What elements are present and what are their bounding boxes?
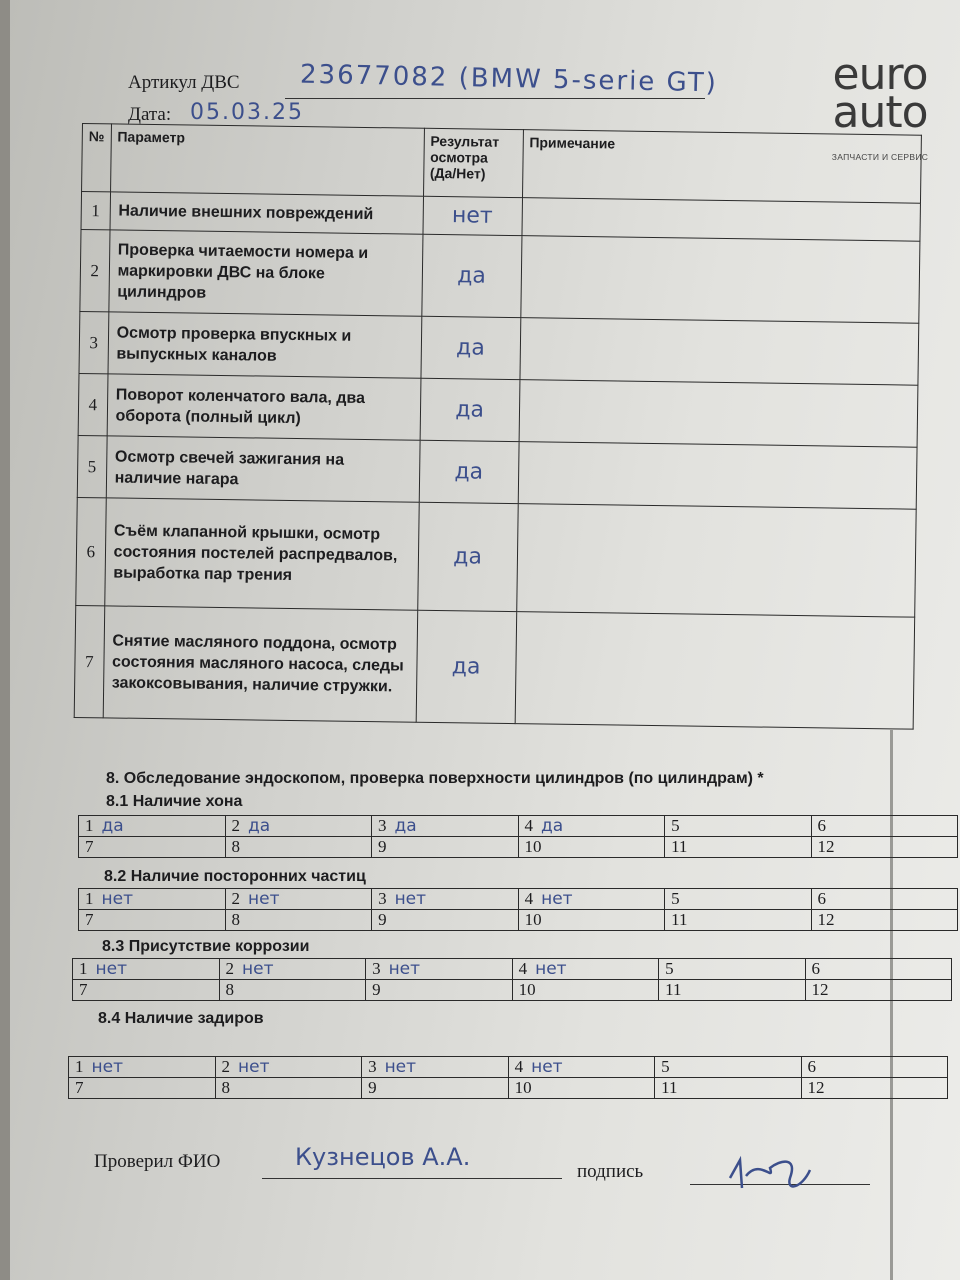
cylinder-number: 9 <box>378 837 387 856</box>
cylinder-cell <box>372 910 519 931</box>
row-param: Снятие масляного поддона, осмотр состояния масляного насоса, следы закоксовывания, наличие стружки. <box>103 606 418 722</box>
cylinder-number: 8 <box>231 910 241 929</box>
row-param: Поворот коленчатого вала, два оборота (полный цикл) <box>107 374 421 440</box>
cylinder-number: 9 <box>378 910 387 929</box>
cylinder-value: нет <box>95 959 127 979</box>
cylinder-cell <box>362 1057 509 1078</box>
cylinder-cell <box>219 980 366 1001</box>
cylinder-cell <box>73 959 220 980</box>
cylinder-value: нет <box>242 959 274 979</box>
table-row <box>79 311 919 385</box>
row-num: 1 <box>81 192 110 230</box>
cylinder-cell <box>79 889 226 910</box>
cylinder-value: нет <box>394 889 427 909</box>
table-row <box>78 373 918 447</box>
cylinder-value: нет <box>91 1057 123 1077</box>
row-num: 4 <box>78 373 107 435</box>
cylinder-cell <box>225 816 372 837</box>
cylinder-cell <box>665 816 811 837</box>
cylinder-cell <box>225 837 372 858</box>
cylinder-cell <box>518 889 665 910</box>
cylinder-value: нет <box>535 959 567 979</box>
cylinder-cell <box>512 959 659 980</box>
row-result: да <box>420 378 520 441</box>
article-value: 23677082 (BMW 5-serie GT) <box>299 59 719 99</box>
grid-row <box>73 959 952 980</box>
logo-line1: euro <box>832 49 928 100</box>
cylinder-number: 11 <box>671 910 688 929</box>
cylinder-number: 6 <box>811 959 821 978</box>
row-note <box>520 236 919 324</box>
article-underline <box>285 98 705 99</box>
row-result: нет <box>423 196 523 235</box>
cylinder-number: 3 <box>372 959 381 978</box>
cylinder-number: 1 <box>79 959 88 978</box>
cylinder-cell <box>805 959 951 980</box>
cylinder-number: 2 <box>221 1057 231 1076</box>
date-label: Дата: <box>128 104 172 125</box>
grid-row <box>69 1078 948 1099</box>
row-num: 3 <box>79 311 108 373</box>
cylinder-cell <box>79 910 226 931</box>
cylinder-cell <box>372 889 519 910</box>
cylinder-cell <box>518 837 665 858</box>
cylinder-number: 5 <box>671 816 680 835</box>
cylinder-number: 5 <box>665 959 674 978</box>
cylinder-number: 5 <box>671 889 680 908</box>
cylinder-number: 4 <box>524 816 534 835</box>
cylinder-cell <box>372 816 519 837</box>
cylinder-cell <box>219 959 366 980</box>
row-num: 5 <box>77 435 106 497</box>
cylinder-value: нет <box>531 1057 563 1077</box>
row-param: Съём клапанной крышки, осмотр состояния постелей распредвалов, выработка пар трения <box>104 498 418 610</box>
cylinder-number: 6 <box>817 889 827 908</box>
cylinder-cell <box>215 1078 362 1099</box>
cylinder-cell <box>518 910 665 931</box>
row-param: Осмотр проверка впускных и выпускных каналов <box>108 312 422 378</box>
cylinder-cell <box>366 959 513 980</box>
cylinder-number: 8 <box>231 837 241 856</box>
cylinder-number: 4 <box>524 889 534 908</box>
cylinder-cell <box>811 889 957 910</box>
row-param: Проверка читаемости номера и маркировки ДВС на блоке цилиндров <box>108 230 422 316</box>
cylinder-value: нет <box>384 1057 417 1077</box>
row-note <box>516 504 916 618</box>
grid-row <box>79 889 958 910</box>
cylinder-number: 7 <box>75 1078 84 1097</box>
row-num: 6 <box>76 497 106 605</box>
row-result: да <box>419 440 519 503</box>
section8-title: 8. Обследование эндоскопом, проверка поверхности цилиндров (по цилиндрам) * <box>106 770 764 787</box>
table-row <box>76 497 916 617</box>
row-note <box>515 612 915 730</box>
cylinder-cell <box>659 980 805 1001</box>
cylinder-cell <box>372 837 519 858</box>
cylinder-number: 2 <box>225 959 235 978</box>
cylinder-number: 1 <box>85 816 94 835</box>
signature-mark <box>720 1148 820 1203</box>
cylinder-value: нет <box>541 889 573 909</box>
cylinder-cell <box>69 1078 216 1099</box>
cylinder-number: 12 <box>811 980 829 999</box>
cylinder-cell <box>508 1078 655 1099</box>
row-result: да <box>421 234 521 317</box>
cylinder-number: 4 <box>514 1057 524 1076</box>
cylinder-number: 7 <box>85 837 94 856</box>
row-note <box>519 380 918 448</box>
cylinder-number: 11 <box>661 1078 678 1097</box>
checked-by-label: Проверил ФИО <box>94 1151 221 1172</box>
logo-tagline: ЗАПЧАСТИ И СЕРВИС <box>831 152 929 162</box>
grid-row <box>79 837 958 858</box>
cylinder-cell <box>665 837 811 858</box>
cylinder-grid-83 <box>72 958 952 1001</box>
cylinder-value: нет <box>388 959 421 979</box>
grid-row <box>69 1057 948 1078</box>
row-param: Наличие внешних повреждений <box>110 192 424 234</box>
sub81-title: 8.1 Наличие хона <box>106 793 243 810</box>
cylinder-cell <box>366 980 513 1001</box>
cylinder-cell <box>512 980 659 1001</box>
cylinder-cell <box>801 1057 947 1078</box>
logo-line2: auto <box>832 87 928 138</box>
grid-row <box>79 910 958 931</box>
cylinder-cell <box>665 889 811 910</box>
table-row <box>77 435 917 509</box>
cylinder-number: 8 <box>221 1078 231 1097</box>
cylinder-grid-84 <box>68 1056 948 1099</box>
row-num: 7 <box>74 605 104 717</box>
cylinder-value: нет <box>101 889 133 909</box>
table-row <box>80 229 920 323</box>
cylinder-cell <box>69 1057 216 1078</box>
cylinder-cell <box>225 910 372 931</box>
cylinder-grid-81 <box>78 815 958 858</box>
cylinder-number: 10 <box>524 910 542 929</box>
cylinder-cell <box>79 837 226 858</box>
cylinder-cell <box>518 816 665 837</box>
cylinder-cell <box>659 959 805 980</box>
cylinder-number: 11 <box>671 837 688 856</box>
cylinder-number: 9 <box>372 980 381 999</box>
cylinder-number: 1 <box>85 889 94 908</box>
cylinder-grid-82 <box>78 888 958 931</box>
row-note <box>520 318 919 386</box>
page-fold <box>890 730 893 1280</box>
cylinder-number: 2 <box>231 889 241 908</box>
header-num: № <box>82 124 112 192</box>
cylinder-cell <box>811 910 957 931</box>
cylinder-number: 10 <box>518 980 536 999</box>
cylinder-cell <box>805 980 951 1001</box>
row-param: Осмотр свечей зажигания на наличие нагара <box>106 436 420 502</box>
row-result: да <box>421 316 521 379</box>
grid-row <box>79 816 958 837</box>
cylinder-number: 10 <box>514 1078 532 1097</box>
cylinder-value: да <box>248 816 271 836</box>
cylinder-number: 3 <box>378 889 387 908</box>
cylinder-cell <box>665 910 811 931</box>
cylinder-number: 3 <box>378 816 387 835</box>
cylinder-number: 12 <box>817 910 835 929</box>
article-label: Артикул ДВС <box>128 72 240 93</box>
name-underline <box>262 1178 562 1179</box>
header-note: Примечание <box>522 130 921 204</box>
cylinder-value: нет <box>238 1057 270 1077</box>
cylinder-number: 12 <box>807 1078 825 1097</box>
table-row <box>74 605 914 729</box>
cylinder-value: да <box>541 816 564 836</box>
row-note <box>522 198 921 242</box>
cylinder-number: 7 <box>85 910 94 929</box>
cylinder-number: 6 <box>807 1057 817 1076</box>
cylinder-number: 2 <box>231 816 241 835</box>
cylinder-number: 9 <box>368 1078 377 1097</box>
sub82-title: 8.2 Наличие посторонних частиц <box>104 868 366 885</box>
cylinder-cell <box>655 1078 801 1099</box>
header-result: Результат осмотра (Да/Нет) <box>423 128 523 197</box>
cylinder-cell <box>811 837 958 858</box>
cylinder-number: 10 <box>524 837 542 856</box>
cylinder-cell <box>655 1057 801 1078</box>
inspection-table <box>74 123 922 730</box>
row-num: 2 <box>80 229 110 311</box>
checked-by-value: Кузнецов А.А. <box>295 1143 471 1171</box>
cylinder-cell <box>362 1078 509 1099</box>
table-header-row <box>82 124 922 204</box>
header-param: Параметр <box>110 124 424 196</box>
cylinder-number: 3 <box>368 1057 377 1076</box>
sub84-title: 8.4 Наличие задиров <box>98 1010 264 1027</box>
cylinder-value: нет <box>248 889 280 909</box>
row-note <box>518 442 917 510</box>
cylinder-cell <box>73 980 220 1001</box>
row-result: да <box>417 502 517 611</box>
cylinder-cell <box>811 816 958 837</box>
sub83-title: 8.3 Присутствие коррозии <box>102 938 310 955</box>
cylinder-cell <box>79 816 226 837</box>
cylinder-cell <box>225 889 372 910</box>
signature-label: подпись <box>577 1161 644 1182</box>
cylinder-number: 11 <box>665 980 682 999</box>
cylinder-number: 1 <box>75 1057 84 1076</box>
grid-row <box>73 980 952 1001</box>
cylinder-cell <box>801 1078 947 1099</box>
cylinder-value: да <box>394 816 417 836</box>
row-result: да <box>416 610 517 723</box>
cylinder-number: 4 <box>518 959 528 978</box>
cylinder-number: 12 <box>817 837 835 856</box>
date-value: 05.03.25 <box>190 100 304 125</box>
cylinder-value: да <box>101 816 124 836</box>
cylinder-cell <box>508 1057 655 1078</box>
cylinder-number: 5 <box>661 1057 670 1076</box>
cylinder-number: 8 <box>225 980 235 999</box>
cylinder-number: 6 <box>817 816 826 835</box>
cylinder-cell <box>215 1057 362 1078</box>
cylinder-number: 7 <box>79 980 88 999</box>
